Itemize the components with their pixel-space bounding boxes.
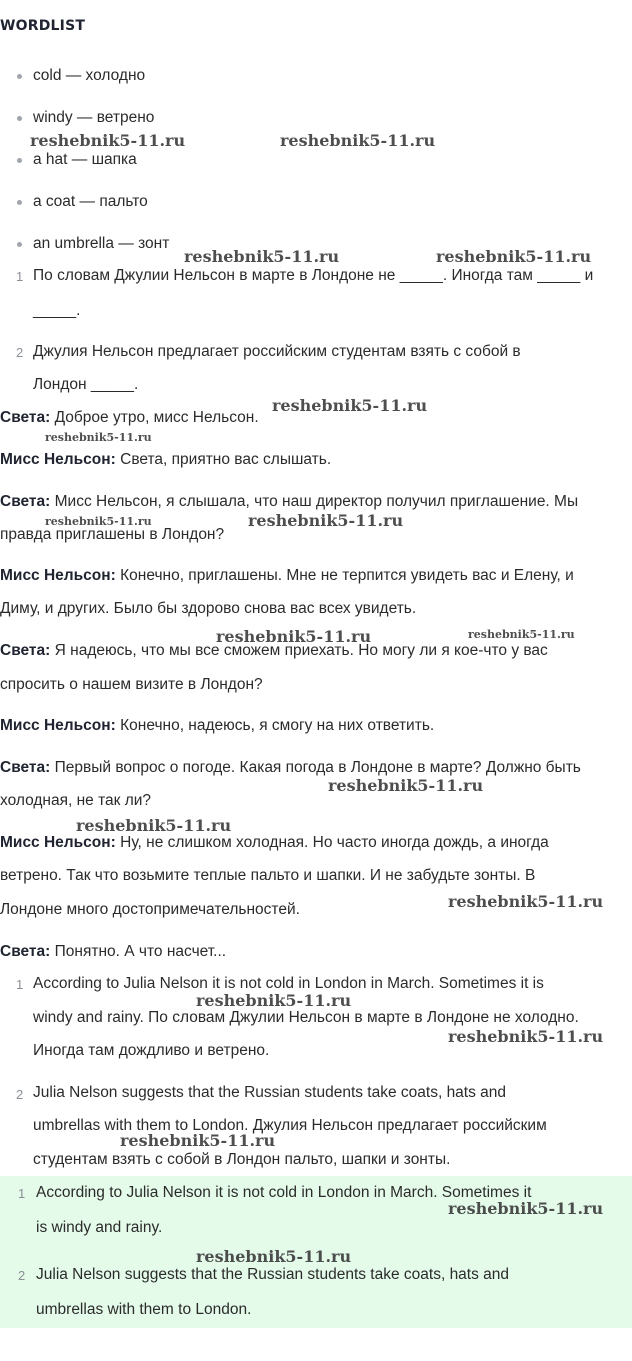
item-number: 2 <box>16 1087 24 1102</box>
list-item: a hat — шапка <box>33 151 137 168</box>
dialogue-text: Лондоне много достопримечательностей. <box>0 901 300 918</box>
dialogue-text: правда приглашены в Лондон? <box>0 526 225 543</box>
speaker-name: Света <box>0 409 46 426</box>
dialogue-text: Первый вопрос о погоде. Какая погода в Лондоне в марте? Должно быть <box>54 759 581 776</box>
answer-line: студентам взять с собой в Лондон пальто, шапки и зонты. <box>33 1151 451 1168</box>
dialogue-line: Света: Первый вопрос о погоде. Какая погода в Лондоне в марте? Должно быть <box>0 759 581 776</box>
wordlist-heading: WORDLIST <box>0 18 86 34</box>
list-item: windy — ветрено <box>33 109 155 126</box>
watermark: reshebnik5-11.ru <box>436 247 592 266</box>
watermark: reshebnik5-11.ru <box>328 776 484 795</box>
dialogue-text: Конечно, приглашены. Мне не терпится увидеть вас и Елену, и <box>120 567 574 584</box>
watermark: reshebnik5-11.ru <box>448 1027 604 1046</box>
watermark: reshebnik5-11.ru <box>216 627 372 646</box>
dialogue-text: Понятно. А что насчет... <box>54 943 227 960</box>
answer-line: Julia Nelson suggests that the Russian students take coats, hats and <box>36 1266 510 1283</box>
watermark: reshebnik5-11.ru <box>45 515 152 528</box>
bullet-icon <box>17 200 22 205</box>
dialogue-text: спросить о нашем визите в Лондон? <box>0 676 263 693</box>
watermark: reshebnik5-11.ru <box>280 131 436 150</box>
exercise-line: Джулия Нельсон предлагает российским студентам взять с собой в <box>33 343 521 360</box>
dialogue-text: Доброе утро, мисс Нельсон. <box>54 409 259 426</box>
item-number: 2 <box>18 1268 26 1283</box>
bullet-icon <box>17 158 22 163</box>
item-number: 1 <box>18 1186 26 1201</box>
dialogue-text: Мисс Нельсон, я слышала, что наш директор получил приглашение. Мы <box>54 493 579 510</box>
dialogue-line: Мисс Нельсон: Конечно, надеюсь, я смогу на них ответить. <box>0 717 435 734</box>
watermark: reshebnik5-11.ru <box>45 431 152 444</box>
exercise-line: По словам Джулии Нельсон в марте в Лондоне не _____. Иногда там _____ и <box>33 267 594 284</box>
dialogue-text: Ну, не слишком холодная. Но часто иногда дождь, а иногда <box>120 834 549 851</box>
watermark: reshebnik5-11.ru <box>76 816 232 835</box>
speaker-name: Света <box>0 493 46 510</box>
speaker-name: Света <box>0 642 46 659</box>
item-number: 2 <box>16 345 24 360</box>
watermark: reshebnik5-11.ru <box>448 892 604 911</box>
answer-line: umbrellas with them to London. <box>36 1301 252 1318</box>
watermark: reshebnik5-11.ru <box>248 511 404 530</box>
bullet-icon <box>17 74 22 79</box>
answer-line: Иногда там дождливо и ветрено. <box>33 1042 270 1059</box>
dialogue-text: Я надеюсь, что мы все сможем приехать. Но могу ли я кое-что у вас <box>54 642 548 659</box>
speaker-name: Мисс Нельсон <box>0 451 111 468</box>
speaker-name: Мисс Нельсон <box>0 717 111 734</box>
exercise-line: _____. <box>33 302 81 319</box>
watermark: reshebnik5-11.ru <box>120 1131 276 1150</box>
speaker-name: Света <box>0 943 46 960</box>
dialogue-text: холодная, не так ли? <box>0 792 152 809</box>
watermark: reshebnik5-11.ru <box>196 991 352 1010</box>
dialogue-line: Света: Мисс Нельсон, я слышала, что наш директор получил приглашение. Мы <box>0 493 579 510</box>
watermark: reshebnik5-11.ru <box>196 1247 352 1266</box>
watermark: reshebnik5-11.ru <box>448 1199 604 1218</box>
watermark: reshebnik5-11.ru <box>272 396 428 415</box>
item-number: 1 <box>16 269 24 284</box>
answer-line: According to Julia Nelson it is not cold in London in March. Sometimes it <box>36 1184 532 1201</box>
dialogue-line: Мисс Нельсон: Конечно, приглашены. Мне не терпится увидеть вас и Елену, и <box>0 567 574 584</box>
dialogue-line: Мисс Нельсон: Света, приятно вас слышать. <box>0 451 332 468</box>
dialogue-text: Конечно, надеюсь, я смогу на них ответить. <box>120 717 435 734</box>
speaker-name: Мисс Нельсон <box>0 567 111 584</box>
bullet-icon <box>17 116 22 121</box>
dialogue-line: Света: Доброе утро, мисс Нельсон. <box>0 409 259 426</box>
answer-line: windy and rainy. По словам Джулии Нельсон в марте в Лондоне не холодно. <box>33 1009 579 1026</box>
dialogue-text: Света, приятно вас слышать. <box>120 451 332 468</box>
watermark: reshebnik5-11.ru <box>30 131 186 150</box>
item-number: 1 <box>16 977 24 992</box>
list-item: an umbrella — зонт <box>33 235 170 252</box>
dialogue-line: Мисс Нельсон: Ну, не слишком холодная. Но часто иногда дождь, а иногда <box>0 834 549 851</box>
speaker-name: Мисс Нельсон <box>0 834 111 851</box>
list-item: a coat — пальто <box>33 193 148 210</box>
dialogue-line: Света: Понятно. А что насчет... <box>0 943 227 960</box>
answer-line: Julia Nelson suggests that the Russian students take coats, hats and <box>33 1084 507 1101</box>
watermark: reshebnik5-11.ru <box>184 247 340 266</box>
dialogue-text: Диму, и других. Было бы здорово снова вас всех увидеть. <box>0 600 417 617</box>
dialogue-line: Света: Я надеюсь, что мы все сможем приехать. Но могу ли я кое-что у вас <box>0 642 548 659</box>
dialogue-text: ветрено. Так что возьмите теплые пальто и шапки. И не забудьте зонты. В <box>0 867 536 884</box>
answer-line: umbrellas with them to London. Джулия Нельсон предлагает российским <box>33 1117 547 1134</box>
list-item: cold — холодно <box>33 67 146 84</box>
watermark: reshebnik5-11.ru <box>468 628 575 641</box>
speaker-name: Света <box>0 759 46 776</box>
answer-line: is windy and rainy. <box>36 1219 163 1236</box>
answer-line: According to Julia Nelson it is not cold in London in March. Sometimes it is <box>33 975 544 992</box>
exercise-line: Лондон _____. <box>33 376 139 393</box>
bullet-icon <box>17 242 22 247</box>
